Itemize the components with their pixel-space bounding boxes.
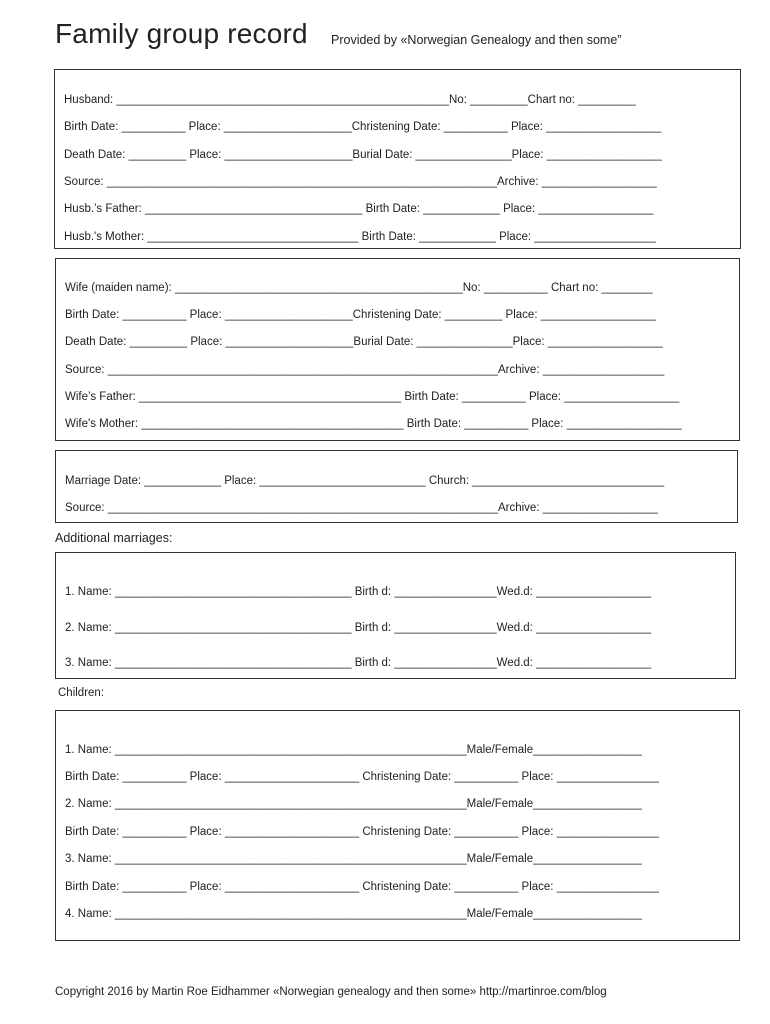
- wife-mother-line[interactable]: Wife's Mother: _________________________________________ Birth Date: __________ Place: __________________: [65, 418, 682, 430]
- child-name-row[interactable]: 1. Name: _______________________________________________________Male/Female_________________: [65, 744, 642, 756]
- additional-marriage-row[interactable]: 1. Name: _____________________________________ Birth d: ________________Wed.d: __________________: [65, 586, 652, 598]
- copyright-footer: Copyright 2016 by Martin Roe Eidhammer «Norwegian genealogy and then some» http://martinroe.com/blog: [55, 986, 607, 998]
- child-birth-row[interactable]: Birth Date: __________ Place: _____________________ Christening Date: __________ Place: ________________: [65, 881, 660, 893]
- wife-source-line[interactable]: Source: _____________________________________________________________Archive: ___________________: [65, 364, 665, 376]
- husband-birth-line[interactable]: Birth Date: __________ Place: ____________________Christening Date: __________ Place: __________________: [64, 121, 662, 133]
- children-heading: Children:: [58, 687, 105, 699]
- additional-marriage-row[interactable]: 2. Name: _____________________________________ Birth d: ________________Wed.d: __________________: [65, 622, 652, 634]
- wife-line[interactable]: Wife (maiden name): _____________________________________________No: __________ Chart no: ________: [65, 282, 653, 294]
- child-name-row[interactable]: 4. Name: _______________________________________________________Male/Female_________________: [65, 908, 642, 920]
- wife-death-line[interactable]: Death Date: _________ Place: ____________________Burial Date: _______________Place: __________________: [65, 336, 663, 348]
- page-title: Family group record: [55, 18, 308, 49]
- child-name-row[interactable]: 2. Name: _______________________________________________________Male/Female_________________: [65, 798, 642, 810]
- wife-father-line[interactable]: Wife’s Father: _________________________________________ Birth Date: __________ Place: __________________: [65, 391, 680, 403]
- husband-mother-line[interactable]: Husb.'s Mother: _________________________________ Birth Date: ____________ Place: ___________________: [64, 231, 656, 243]
- husband-father-line[interactable]: Husb.’s Father: __________________________________ Birth Date: ____________ Place: __________________: [64, 203, 654, 215]
- marriage-source-line[interactable]: Source: _____________________________________________________________Archive: __________________: [65, 502, 658, 514]
- husband-line[interactable]: Husband: ____________________________________________________No: _________Chart no: _________: [64, 94, 636, 106]
- page-subtitle: Provided by «Norwegian Genealogy and then some”: [331, 33, 622, 47]
- child-birth-row[interactable]: Birth Date: __________ Place: _____________________ Christening Date: __________ Place: ________________: [65, 771, 660, 783]
- additional-marriages-heading: Additional marriages:: [55, 531, 173, 545]
- child-birth-row[interactable]: Birth Date: __________ Place: _____________________ Christening Date: __________ Place: ________________: [65, 826, 660, 838]
- husband-source-line[interactable]: Source: _____________________________________________________________Archive: __________________: [64, 176, 657, 188]
- additional-marriage-row[interactable]: 3. Name: _____________________________________ Birth d: ________________Wed.d: __________________: [65, 657, 652, 669]
- wife-birth-line[interactable]: Birth Date: __________ Place: ____________________Christening Date: _________ Place: __________________: [65, 309, 656, 321]
- marriage-date-line[interactable]: Marriage Date: ____________ Place: __________________________ Church: ______________________________: [65, 475, 665, 487]
- husband-death-line[interactable]: Death Date: _________ Place: ____________________Burial Date: _______________Place: __________________: [64, 149, 662, 161]
- child-name-row[interactable]: 3. Name: _______________________________________________________Male/Female_________________: [65, 853, 642, 865]
